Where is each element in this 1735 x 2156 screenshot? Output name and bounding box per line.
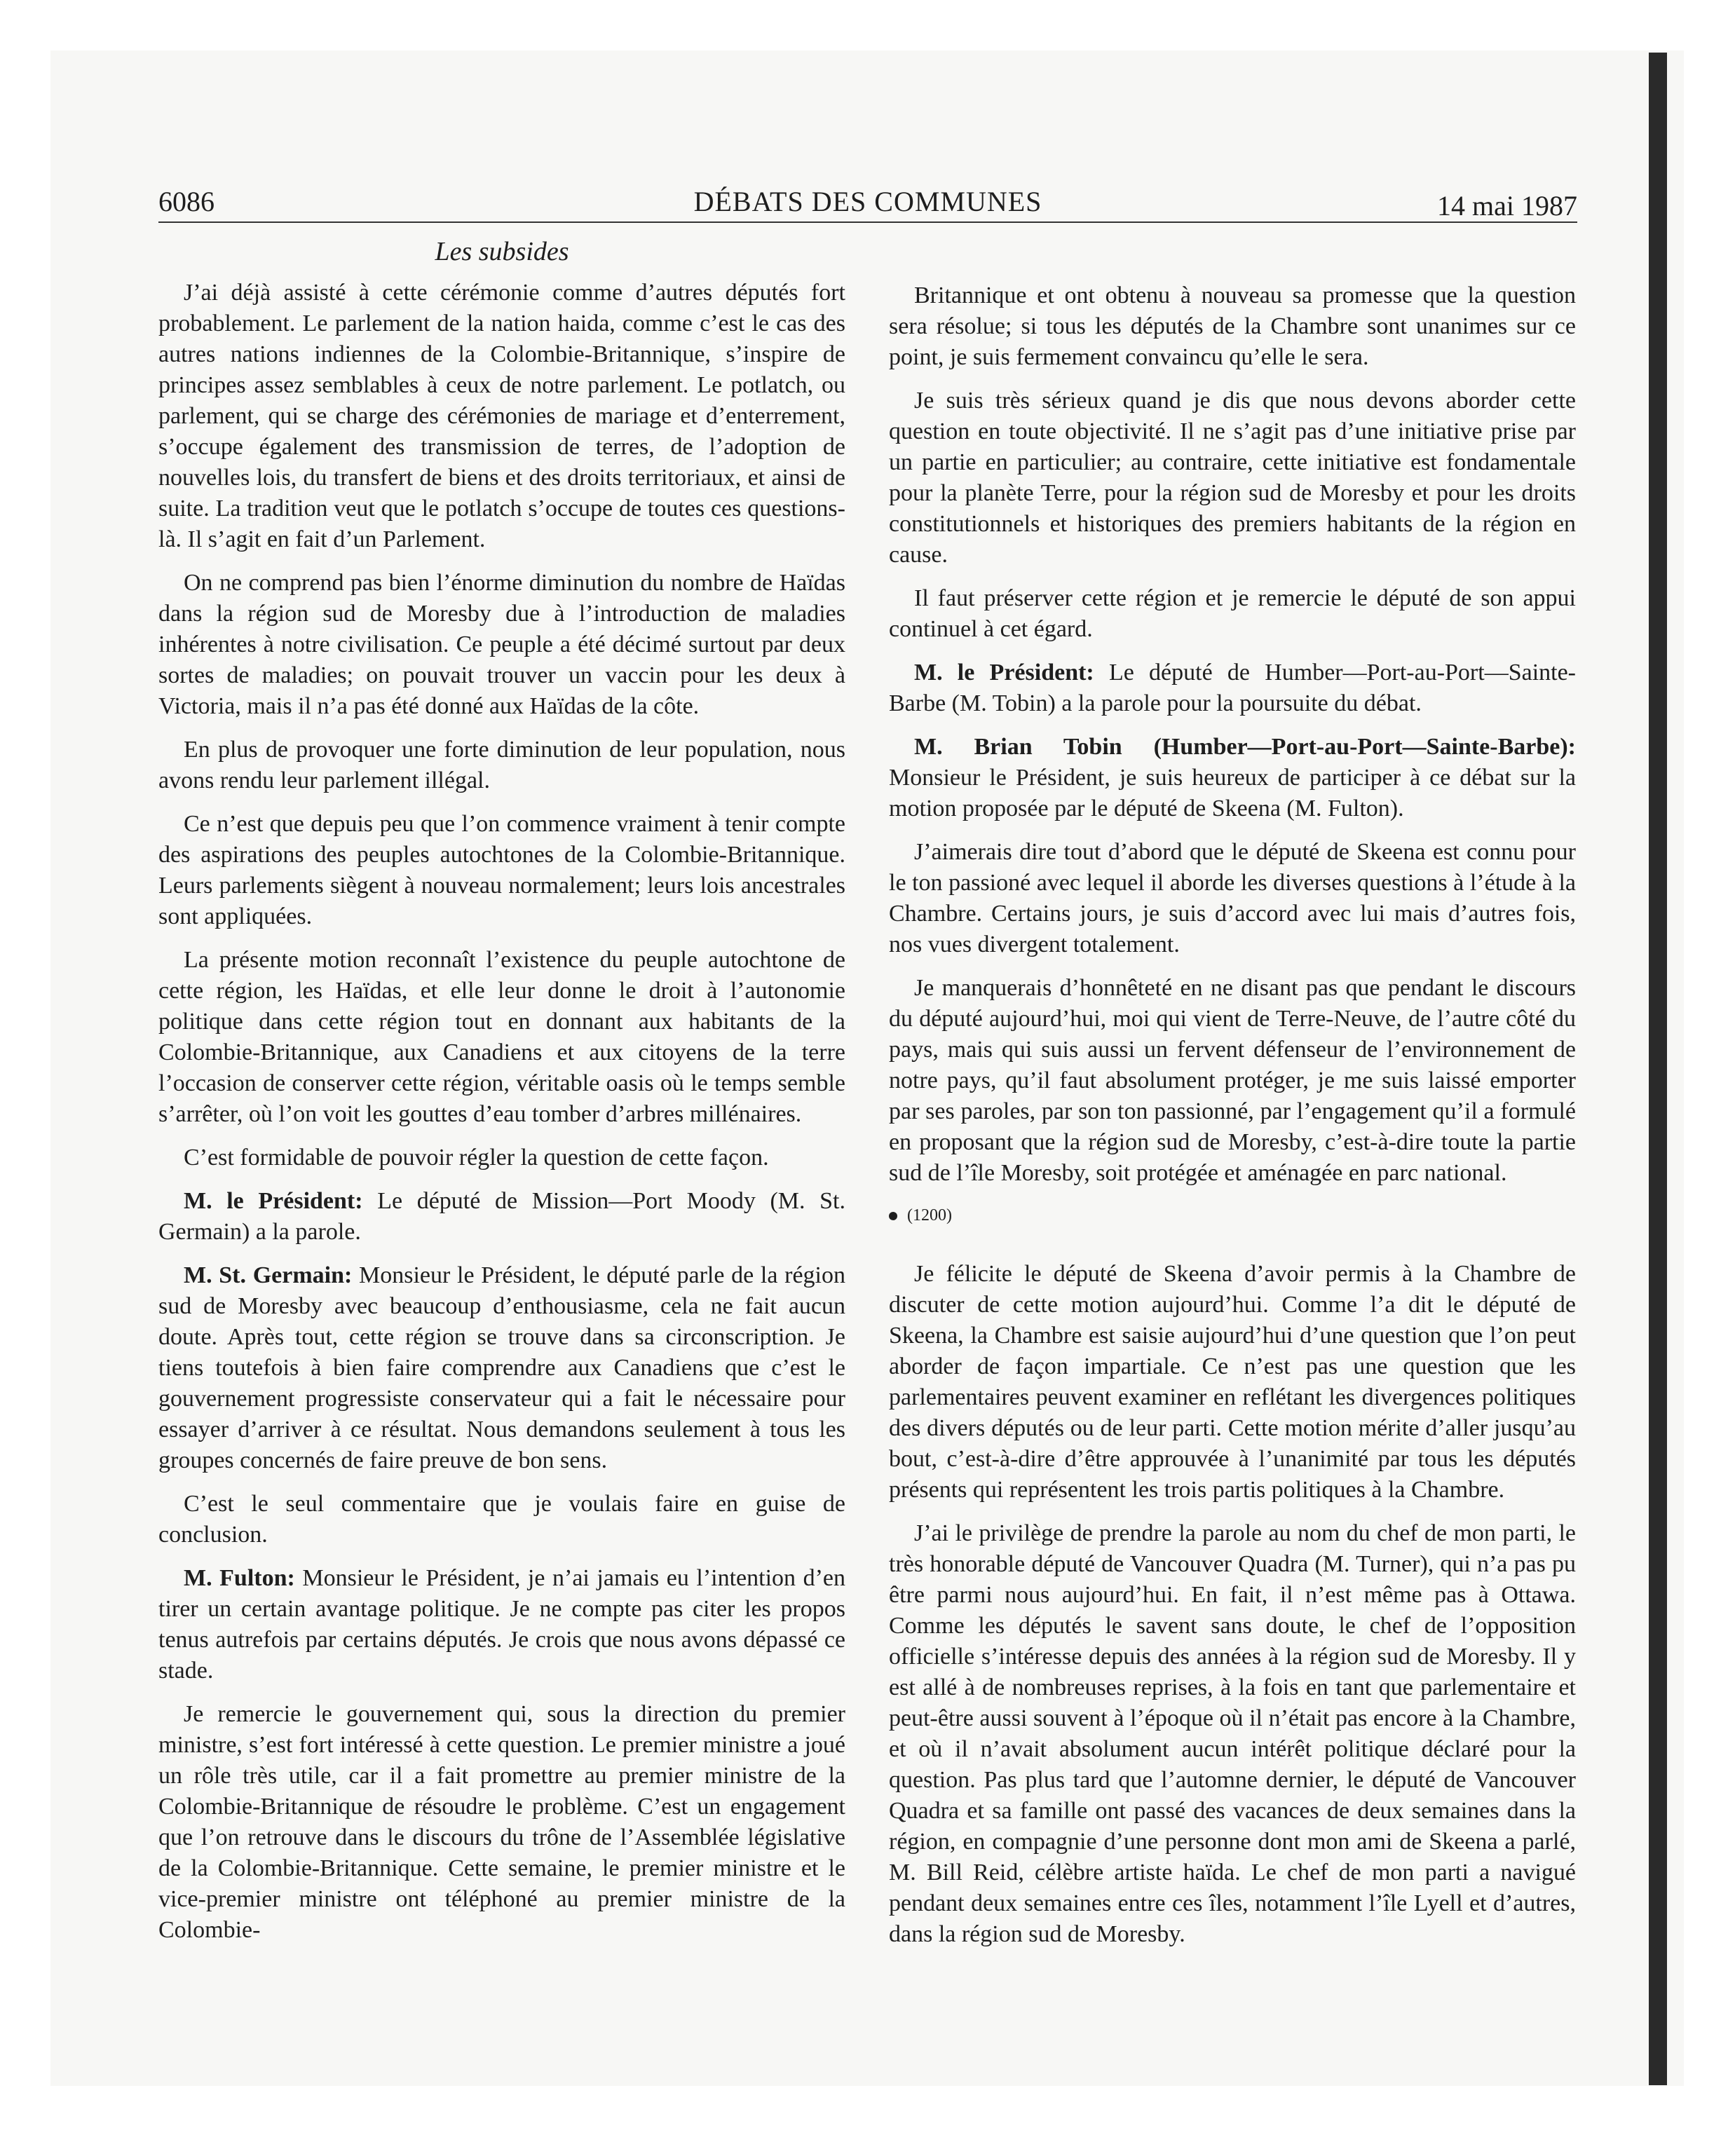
- page-date: 14 mai 1987: [1437, 190, 1577, 221]
- paragraph: [158, 568, 845, 722]
- paragraph-text: C’est formidable de pouvoir régler la question de cette façon.: [184, 1145, 769, 1171]
- page-header: [158, 182, 1577, 223]
- paragraph-text: La présente motion reconnaît l’existence du peuple autochtone de cette région, les Haïdas, et elle leur donne le droit à l’autonomie politique dans cette région tout en donnant aux habitants de la Colombie-Britannique, aux Canadiens et aux citoyens de la terre l’occasion de conserver cette région, véritable oasis où le temps semble s’arrêter, où l’on voit les gouttes d’eau tomber d’arbres millénaires.: [158, 947, 845, 1127]
- bullet-icon: [889, 1212, 897, 1220]
- page-number: 6086: [158, 186, 215, 217]
- paragraph-text: Je remercie le gouvernement qui, sous la direction du premier ministre, s’est fort intéressé à cette question. Le premier ministre a joué un rôle très utile, car il a fait promettre au premier ministre de la Colombie-Britannique de résoudre le problème. C’est un engagement que l’on retrouve dans le discours du trône de l’Assemblée législative de la Colombie-Britannique. Cette semaine, le premier ministre et le vice-premier ministre ont téléphoné au premier ministre de la Colombie-: [158, 1701, 845, 1943]
- paragraph-text: C’est le seul commentaire que je voulais faire en guise de conclusion.: [158, 1491, 845, 1548]
- paragraph-text: J’ai le privilège de prendre la parole au nom du chef de mon parti, le très honorable député de Vancouver Quadra (M. Turner), qui n’a pas pu être parmi nous aujourd’hui. En fait, il n’est même pas à Ottawa. Comme les députés le savent sans doute, le chef de l’opposition officielle s’intéresse depuis des années à la région sud de Moresby. Il y est allé à de nombreuses reprises, à la fois en tant que parlementaire et peut-être aussi souvent à l’époque où il n’était pas encore à la Chambre, et où il n’avait absolument aucun intérêt politique déclaré pour la question. Pas plus tard que l’automne dernier, le député de Vancouver Quadra et sa famille ont passé des vacances de deux semaines dans la région, en compagnie d’une personne dont mon ami de Skeena a parlé, M. Bill Reid, célèbre artiste haïda. Le chef de mon parti a navigué pendant deux semaines entre ces îles, notamment l’île Lyell et d’autres, dans la région sud de Moresby.: [889, 1520, 1576, 1947]
- paragraph: [889, 280, 1576, 373]
- paragraph-text: J’aimerais dire tout d’abord que le député de Skeena est connu pour le ton passioné avec lequel il aborde les diverses questions à l’étude à la Chambre. Certains jours, je suis d’accord avec lui mais d’autres fois, nos vues divergent totalement.: [889, 839, 1576, 957]
- speaker-name: M. le Président:: [184, 1188, 363, 1214]
- publication-title: DÉBATS DES COMMUNES: [693, 186, 1042, 217]
- paragraph-text: Le député de Humber—Port-au-Port—Sainte-Barbe (M. Tobin) a la parole pour la poursuite du débat.: [889, 660, 1577, 716]
- paragraph: [889, 973, 1576, 1189]
- paragraph: [158, 1186, 845, 1248]
- paragraph: [158, 1260, 845, 1476]
- paragraph-text: Monsieur le Président, je suis heureux de participer à ce débat sur la motion proposée par le député de Skeena (M. Fulton).: [889, 765, 1576, 821]
- paragraph-text: J’ai déjà assisté à cette cérémonie comme d’autres députés fort probablement. Le parlement de la nation haida, comme c’est le cas des autres nations indiennes de la Colombie-Britannique, s’inspire de principes assez semblables à ceux de notre parlement. Le potlatch, ou parlement, qui se charge des cérémonies de mariage et d’enterrement, s’occupe également des transmission de terres, de l’adoption de nouvelles lois, du transfert de biens et des droits territoriaux, et ainsi de suite. La tradition veut que le potlatch s’occupe de toutes ces questions-là. Il s’agit en fait d’un Parlement.: [158, 280, 845, 552]
- paragraph-text: En plus de provoquer une forte diminution de leur population, nous avons rendu leur parlement illégal.: [158, 737, 845, 793]
- time-marker-text: (1200): [907, 1206, 952, 1224]
- section-title: Les subsides: [435, 237, 569, 266]
- paragraph-text: Ce n’est que depuis peu que l’on commence vraiment à tenir compte des aspirations des peuples autochtones de la Colombie-Britannique. Leurs parlements siègent à nouveau normalement; leurs lois ancestrales sont appliquées.: [158, 811, 845, 929]
- paragraph: [889, 583, 1576, 645]
- paragraph: [158, 945, 845, 1130]
- speaker-name: M. Fulton:: [184, 1565, 295, 1591]
- paragraph: [889, 732, 1576, 824]
- right-column: [889, 280, 1576, 1963]
- paragraph: [158, 1142, 845, 1173]
- speaker-name: M. le Président:: [914, 660, 1094, 685]
- paragraph-text: Monsieur le Président, je n’ai jamais eu l’intention d’en tirer un certain avantage politique. Je ne compte pas citer les propos tenus autrefois par certains députés. Je crois que nous avons dépassé ce stade.: [158, 1565, 845, 1684]
- paragraph: [889, 386, 1576, 571]
- paragraph: [889, 1259, 1576, 1506]
- paragraph-text: On ne comprend pas bien l’énorme diminution du nombre de Haïdas dans la région sud de Moresby due à l’introduction de maladies inhérentes à notre civilisation. Ce peuple a été décimé surtout par deux sortes de maladies; on pouvait trouver un vaccin pour les deux à Victoria, mais il n’a pas été donné aux Haïdas de la côte.: [158, 570, 845, 719]
- paragraph-text: Il faut préserver cette région et je remercie le député de son appui continuel à cet égard.: [889, 585, 1576, 642]
- scan-edge-shadow: [1649, 53, 1667, 2085]
- paragraph: [158, 1563, 845, 1686]
- paragraph: [889, 657, 1576, 719]
- paragraph: [158, 735, 845, 796]
- paragraph-text: Le député de Mission—Port Moody (M. St. Germain) a la parole.: [158, 1188, 845, 1245]
- paragraph: [889, 837, 1576, 960]
- paragraph-text: Je manquerais d’honnêteté en ne disant pas que pendant le discours du député aujourd’hui, moi qui vient de Terre-Neuve, de l’autre côté du pays, mais qui suis aussi un fervent défenseur de l’environnement de notre pays, qu’il faut absolument protéger, je me suis laissé emporter par ses paroles, par son ton passionné, par l’engagement qu’il a formulé en proposant que la région sud de Moresby, c’est-à-dire toute la partie sud de l’île Moresby, soit protégée et aménagée en parc national.: [889, 975, 1576, 1186]
- speaker-name: M. Brian Tobin (Humber—Port-au-Port—Sainte-Barbe):: [914, 734, 1576, 760]
- paragraph-text: Je félicite le député de Skeena d’avoir permis à la Chambre de discuter de cette motion aujourd’hui. Comme l’a dit le député de Skeena, la Chambre est saisie aujourd’hui d’une question que l’on peut aborder de façon impartiale. Ce n’est pas une question que les parlementaires peuvent examiner en reflétant les divergences politiques des divers députés ou de leur parti. Cette motion mérite d’aller jusqu’au bout, c’est-à-dire d’être approuvée à l’unanimité par tous les députés présents qui représentent les trois partis politiques à la Chambre.: [889, 1261, 1576, 1503]
- time-marker: [889, 1201, 1576, 1229]
- paragraph-text: Monsieur le Président, le député parle de la région sud de Moresby avec beaucoup d’enthousiasme, cela ne fait aucun doute. Après tout, cette région se trouve dans sa circonscription. Je tiens toutefois à bien faire comprendre aux Canadiens que c’est le gouvernement progressiste conservateur qui a fait le nécessaire pour essayer d’arriver à ce résultat. Nous demandons seulement à tous les groupes concernés de faire preuve de bon sens.: [158, 1262, 846, 1473]
- paragraph: [158, 278, 845, 555]
- paragraph: [158, 809, 845, 932]
- paragraph-text: Britannique et ont obtenu à nouveau sa promesse que la question sera résolue; si tous les députés de la Chambre sont unanimes sur ce point, je suis fermement convaincu qu’elle le sera.: [889, 282, 1576, 370]
- left-column: [158, 278, 845, 1958]
- speaker-name: M. St. Germain:: [184, 1262, 353, 1288]
- paragraph-text: Je suis très sérieux quand je dis que nous devons aborder cette question en toute objectivité. Il ne s’agit pas d’une initiative prise par un partie en particulier; au contraire, cette initiative est fondamentale pour la planète Terre, pour la région sud de Moresby et pour les droits constitutionnels et historiques des premiers habitants de la région en cause.: [889, 388, 1576, 568]
- paragraph: [158, 1489, 845, 1550]
- paragraph: [158, 1699, 845, 1946]
- paragraph: [889, 1518, 1576, 1950]
